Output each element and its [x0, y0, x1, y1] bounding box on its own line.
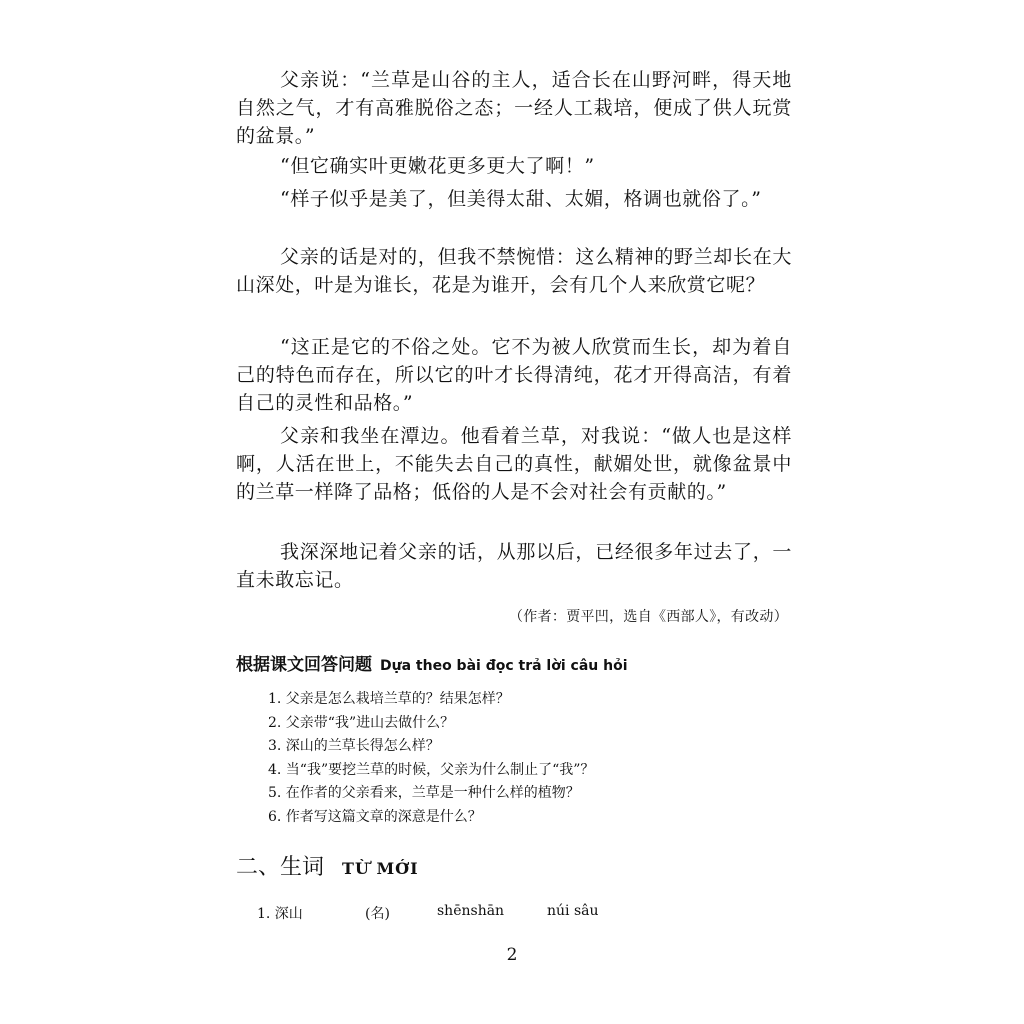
attribution: （作者：贾平凹，选自《西部人》，有改动） — [509, 609, 788, 625]
paragraph-5: “这正是它的不俗之处。它不为被人欣赏而生长，却为着自己的特色而存在，所以它的叶才长得清纯，花才开得高洁，有着自己的灵性和品格。” — [236, 336, 792, 414]
questions-list — [268, 688, 594, 829]
questions-heading-cn: 根据课文回答问题 — [236, 655, 372, 675]
question-item: 1. 父亲是怎么栽培兰草的？结果怎样？ — [268, 691, 510, 707]
paragraph-7: 我深深地记着父亲的话，从那以后，已经很多年过去了，一直未敢忘记。 — [236, 541, 792, 591]
paragraph-3: “样子似乎是美了，但美得太甜、太媚，格调也就俗了。” — [280, 188, 762, 210]
vocab-entry — [257, 903, 657, 925]
questions-heading-vi: Dựa theo bài đọc trả lời câu hỏi — [380, 658, 628, 674]
question-item: 4. 当“我”要挖兰草的时候，父亲为什么制止了“我”？ — [268, 761, 595, 778]
question-item: 2. 父亲带“我”进山去做什么？ — [268, 714, 455, 731]
paragraph-2: “但它确实叶更嫩花更多更大了啊！” — [280, 155, 595, 177]
vocab-word: 1. 深山 — [257, 906, 303, 922]
vocab-part-of-speech: (名) — [365, 906, 390, 922]
paragraph-4: 父亲的话是对的，但我不禁惋惜：这么精神的野兰却长在大山深处，叶是为谁长，花是为谁开，会有几个人来欣赏它呢？ — [236, 246, 792, 296]
paragraph-6: 父亲和我坐在潭边。他看着兰草，对我说：“做人也是这样啊，人活在世上，不能失去自己的真性，献媚处世，就像盆景中的兰草一样降了品格；低俗的人是不会对社会有贡献的。” — [236, 425, 792, 503]
question-item: 5. 在作者的父亲看来，兰草是一种什么样的植物？ — [268, 785, 580, 801]
question-item: 3. 深山的兰草长得怎么样？ — [268, 738, 440, 754]
vocab-meaning: núi sâu — [547, 903, 599, 919]
vocab-pinyin: shēnshān — [437, 903, 505, 919]
vocab-heading-vi: TỪ MỚI — [342, 859, 419, 878]
vocab-heading-cn: 二、生词 — [236, 855, 325, 880]
paragraph-1: 父亲说：“兰草是山谷的主人，适合长在山野河畔，得天地自然之气，才有高雅脱俗之态；一经人工栽培，便成了供人玩赏的盆景。” — [236, 69, 792, 147]
question-item: 6. 作者写这篇文章的深意是什么？ — [268, 808, 482, 825]
page-number: 2 — [506, 945, 518, 965]
questions-heading — [236, 650, 628, 675]
vocab-section-heading — [236, 850, 419, 881]
